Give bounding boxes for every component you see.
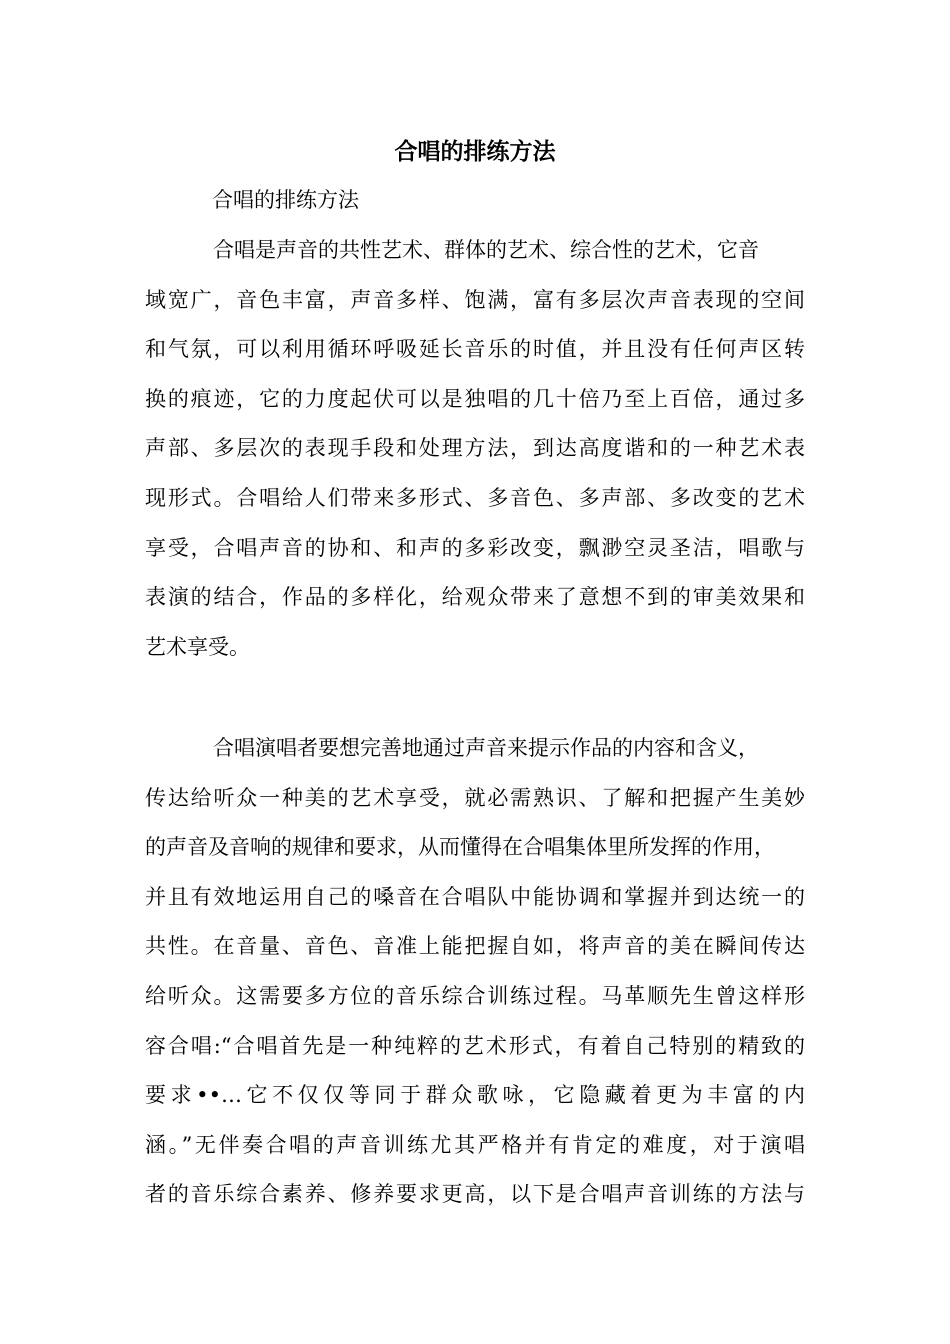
- paragraph-line: 给听众。这需要多方位的音乐综合训练过程。马革顺先生曾这样形: [145, 983, 805, 1008]
- paragraph-line: 换的痕迹，它的力度起伏可以是独唱的几十倍乃至上百倍，通过多: [145, 386, 805, 411]
- document-title: 合唱的排练方法: [394, 139, 556, 165]
- paragraph-line: 表演的结合，作品的多样化，给观众带来了意想不到的审美效果和: [145, 585, 805, 610]
- paragraph-2: [145, 724, 805, 1220]
- paragraph-line: 合唱是声音的共性艺术、群体的艺术、综合性的艺术，它音: [213, 238, 759, 262]
- paragraph-line: 的声音及音响的规律和要求，从而懂得在合唱集体里所发挥的作用，: [145, 835, 775, 860]
- document-subtitle: 合唱的排练方法: [212, 188, 359, 212]
- paragraph-line: 合唱演唱者要想完善地通过声音来提示作品的内容和含义，: [213, 736, 759, 760]
- paragraph-line: 容合唱:“合唱首先是一种纯粹的艺术形式，有着自己特别的精致的: [145, 1033, 805, 1058]
- paragraph-line: 并且有效地运用自己的嗓音在合唱队中能协调和掌握并到达统一的: [145, 884, 805, 909]
- paragraph-line: 现形式。合唱给人们带来多形式、多音色、多声部、多改变的艺术: [145, 485, 805, 510]
- paragraph-line: 涵。”无伴奏合唱的声音训练尤其严格并有肯定的难度，对于演唱: [145, 1132, 805, 1157]
- paragraph-line: 共性。在音量、音色、音准上能把握自如，将声音的美在瞬间传达: [145, 934, 805, 959]
- paragraph-line: 和气氛，可以利用循环呼吸延长音乐的时值，并且没有任何声区转: [145, 337, 805, 362]
- paragraph-1: [145, 226, 805, 672]
- paragraph-line: 要求••…它不仅仅等同于群众歌咏，它隐藏着更为丰富的内: [145, 1083, 805, 1108]
- paragraph-line: 者的音乐综合素养、修养要求更高，以下是合唱声音训练的方法与: [145, 1182, 805, 1207]
- paragraph-line: 传达给听众一种美的艺术享受，就必需熟识、了解和把握产生美妙: [145, 785, 805, 810]
- paragraph-line: 艺术享受。: [145, 634, 250, 659]
- paragraph-line: 享受，合唱声音的协和、和声的多彩改变，飘渺空灵圣洁，唱歌与: [145, 535, 805, 560]
- paragraph-line: 域宽广，音色丰富，声音多样、饱满，富有多层次声音表现的空间: [145, 287, 805, 312]
- paragraph-line: 声部、多层次的表现手段和处理方法，到达高度谐和的一种艺术表: [145, 436, 805, 461]
